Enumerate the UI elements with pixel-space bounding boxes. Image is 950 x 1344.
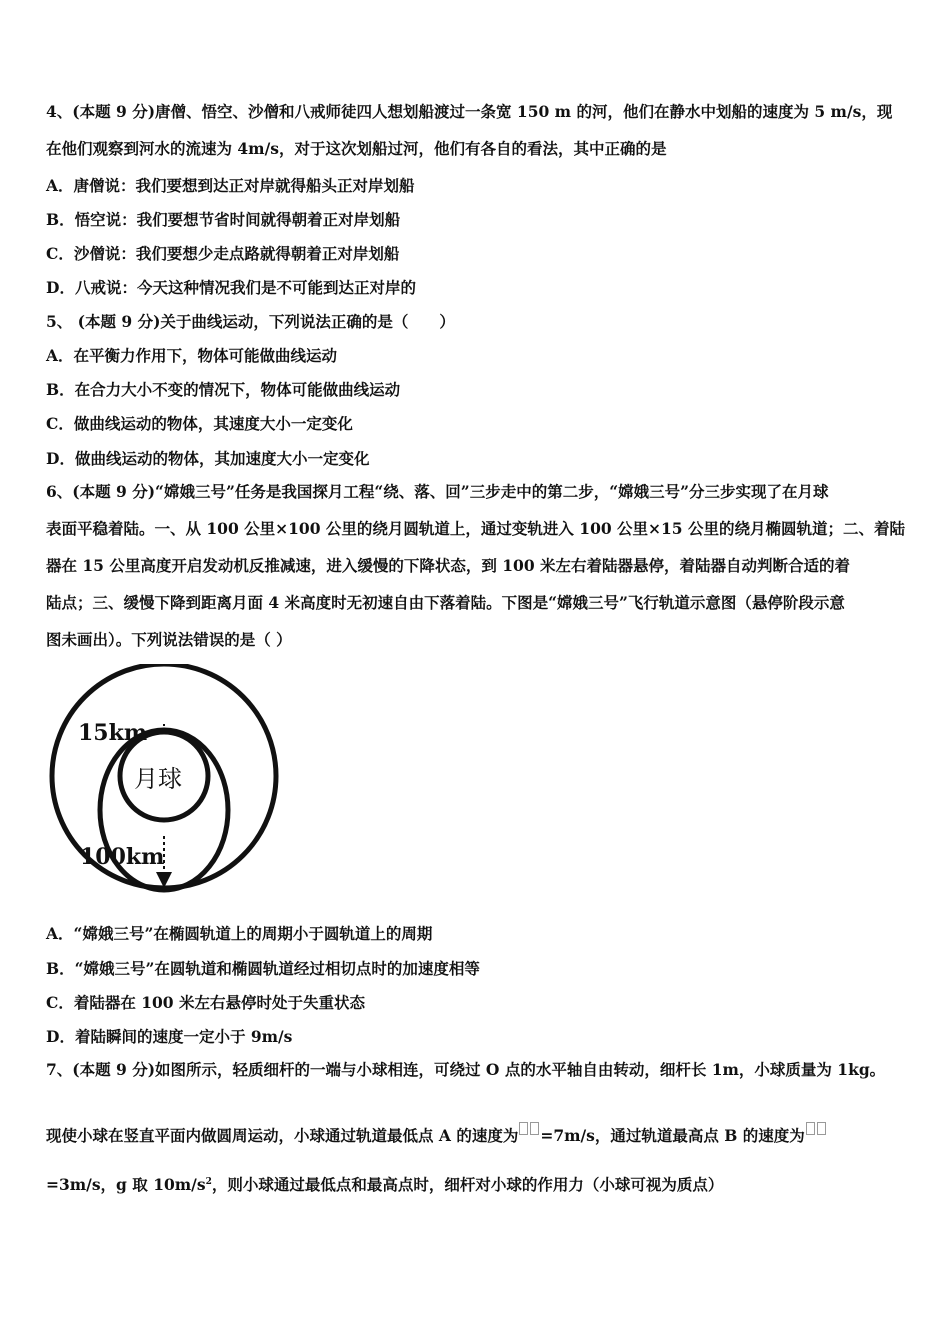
q6-stem-line2: 表面平稳着陆。一、从 100 公里×100 公里的绕月圆轨道上，通过变轨进入 100 公里×15 公里的绕月椭圆轨道；二、着陆 [46,519,905,538]
q4-stem-line1: 4、(本题 9 分)唐僧、悟空、沙僧和八戒师徒四人想划船渡过一条宽 150 m 的河，他们在静水中划船的速度为 5 m/s，现 [46,102,893,121]
q4-option-a: A．唐僧说：我们要想到达正对岸就得船头正对岸划船 [46,176,415,195]
orbit-diagram [44,664,294,896]
q7-stem-line2-part2: =7m/s，通过轨道最高点 B 的速度为 [540,1126,805,1146]
missing-symbol-icon [806,1122,815,1135]
q4-option-c: C．沙僧说：我们要想少走点路就得朝着正对岸划船 [46,244,400,263]
q5-option-a: A．在平衡力作用下，物体可能做曲线运动 [46,346,338,365]
label-100km: 100km [80,844,165,870]
missing-symbol-icon [530,1122,539,1135]
q6-stem-line5: 图未画出）。下列说法错误的是（ ） [46,630,292,649]
q5-option-c: C．做曲线运动的物体，其速度大小一定变化 [46,414,353,433]
q4-option-d: D．八戒说：今天这种情况我们是不可能到达正对岸的 [46,278,416,297]
q6-option-b: B．“嫦娥三号”在圆轨道和椭圆轨道经过相切点时的加速度相等 [46,959,480,978]
q6-option-c: C．着陆器在 100 米左右悬停时处于失重状态 [46,993,365,1012]
q7-stem-line3-part2: ，则小球通过最低点和最高点时，细杆对小球的作用力（小球可视为质点） [211,1175,724,1195]
q5-option-b: B．在合力大小不变的情况下，物体可能做曲线运动 [46,380,401,399]
q5-stem: 5、 (本题 9 分)关于曲线运动，下列说法正确的是（ ） [46,312,455,331]
q7-stem-line1: 7、(本题 9 分)如图所示，轻质细杆的一端与小球相连，可绕过 O 点的水平轴自由转动，细杆长 1m，小球质量为 1kg。 [46,1060,886,1079]
q7-stem-line3 [46,1172,723,1195]
q5-option-d: D．做曲线运动的物体，其加速度大小一定变化 [46,449,370,468]
q6-stem-line3: 器在 15 公里高度开启发动机反推减速，进入缓慢的下降状态，到 100 米左右着陆器悬停，着陆器自动判断合适的着 [46,556,851,575]
q6-option-d: D．着陆瞬间的速度一定小于 9m/s [46,1027,293,1046]
q7-exponent: 2 [205,1177,212,1187]
missing-symbol-icon [817,1122,826,1135]
label-moon: 月球 [134,765,182,793]
q6-stem-line4: 陆点；三、缓慢下降到距离月面 4 米高度时无初速自由下落着陆。下图是“嫦娥三号”飞行轨道示意图（悬停阶段示意 [46,593,845,612]
q7-stem-line2-part1: 现使小球在竖直平面内做圆周运动，小球通过轨道最低点 A 的速度为 [46,1126,519,1146]
q6-option-a: A．“嫦娥三号”在椭圆轨道上的周期小于圆轨道上的周期 [46,924,433,943]
q4-option-b: B．悟空说：我们要想节省时间就得朝着正对岸划船 [46,210,401,229]
label-15km: 15km [78,720,148,746]
q6-stem-line1: 6、(本题 9 分)“嫦娥三号”任务是我国探月工程“绕、落、回”三步走中的第二步，“嫦娥三号”分三步实现了在月球 [46,482,829,501]
q7-stem-line2 [46,1122,827,1146]
missing-symbol-icon [519,1122,528,1135]
q4-stem-line2: 在他们观察到河水的流速为 4m/s，对于这次划船过河，他们有各自的看法，其中正确的是 [46,139,667,158]
q7-stem-line3-part1: =3m/s，g 取 10m/s [46,1175,206,1195]
